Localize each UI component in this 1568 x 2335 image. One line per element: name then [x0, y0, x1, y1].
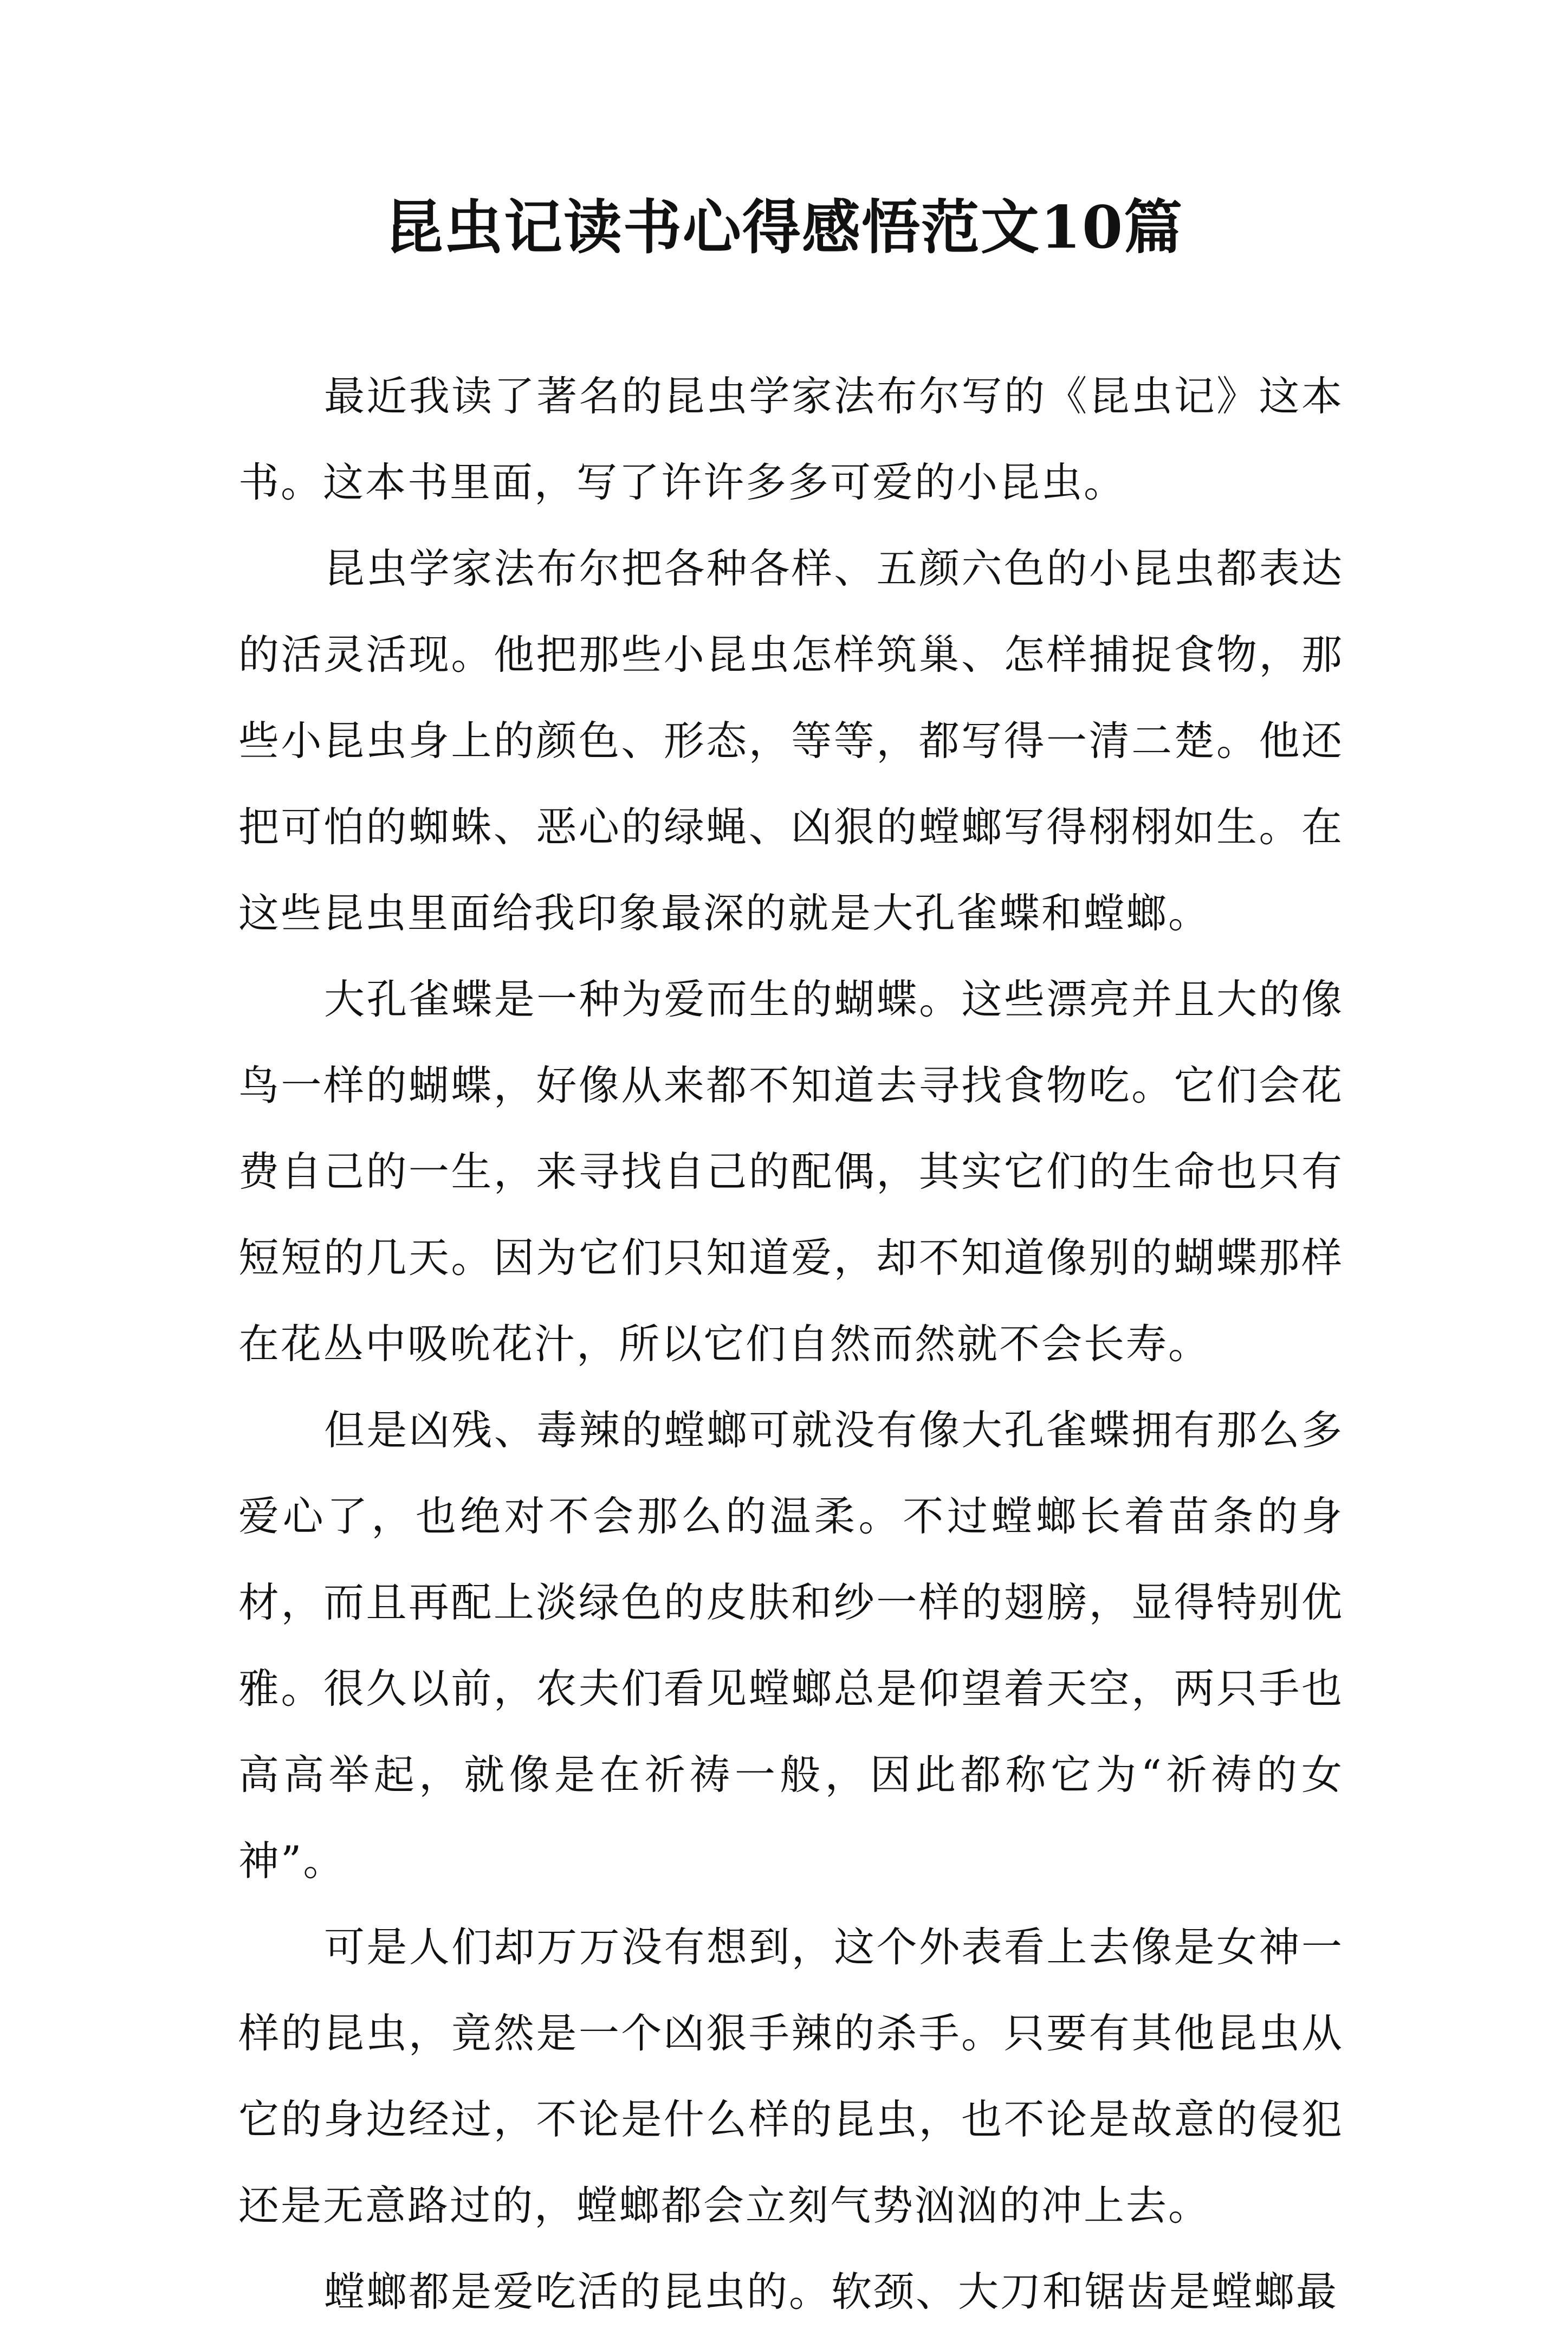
- paragraph-3: 大孔雀蝶是一种为爱而生的蝴蝶。这些漂亮并且大的像鸟一样的蝴蝶，好像从来都不知道去寻找食物吃。它们会花费自己的一生，来寻找自己的配偶，其实它们的生命也只有短短的几天。因为它们只知道爱，却不知道像别的蝴蝶那样在花丛中吸吮花汁，所以它们自然而然就不会长寿。: [238, 975, 1344, 1368]
- paragraph-5: 可是人们却万万没有想到，这个外表看上去像是女神一样的昆虫，竟然是一个凶狠手辣的杀手。只要有其他昆虫从它的身边经过，不论是什么样的昆虫，也不论是故意的侵犯还是无意路过的，螳螂都会立刻气势汹汹的冲上去。: [238, 1923, 1344, 2229]
- paragraph-6: 螳螂都是爱吃活的昆虫的。软颈、大刀和锯齿是螳螂最: [324, 2268, 1339, 2315]
- paragraph-2: 昆虫学家法布尔把各种各样、五颜六色的小昆虫都表达的活灵活现。他把那些小昆虫怎样筑巢、怎样捕捉食物，那些小昆虫身上的颜色、形态，等等，都写得一清二楚。他还把可怕的蜘蛛、恶心的绿蝇、凶狠的螳螂写得栩栩如生。在这些昆虫里面给我印象最深的就是大孔雀蝶和螳螂。: [238, 545, 1344, 937]
- paragraph-4: 但是凶残、毒辣的螳螂可就没有像大孔雀蝶拥有那么多爱心了，也绝对不会那么的温柔。不过螳螂长着苗条的身材，而且再配上淡绿色的皮肤和纱一样的翅膀，显得特别优雅。很久以前，农夫们看见螳螂总是仰望着天空，两只手也高高举起，就像是在祈祷一般，因此都称它为“祈祷的女神”。: [238, 1406, 1344, 1885]
- paragraph-1: 最近我读了著名的昆虫学家法布尔写的《昆虫记》这本书。这本书里面，写了许许多多可爱的小昆虫。: [238, 372, 1344, 506]
- document-body: [238, 353, 1344, 2335]
- document-title: 昆虫记读书心得感悟范文10篇: [384, 193, 1184, 262]
